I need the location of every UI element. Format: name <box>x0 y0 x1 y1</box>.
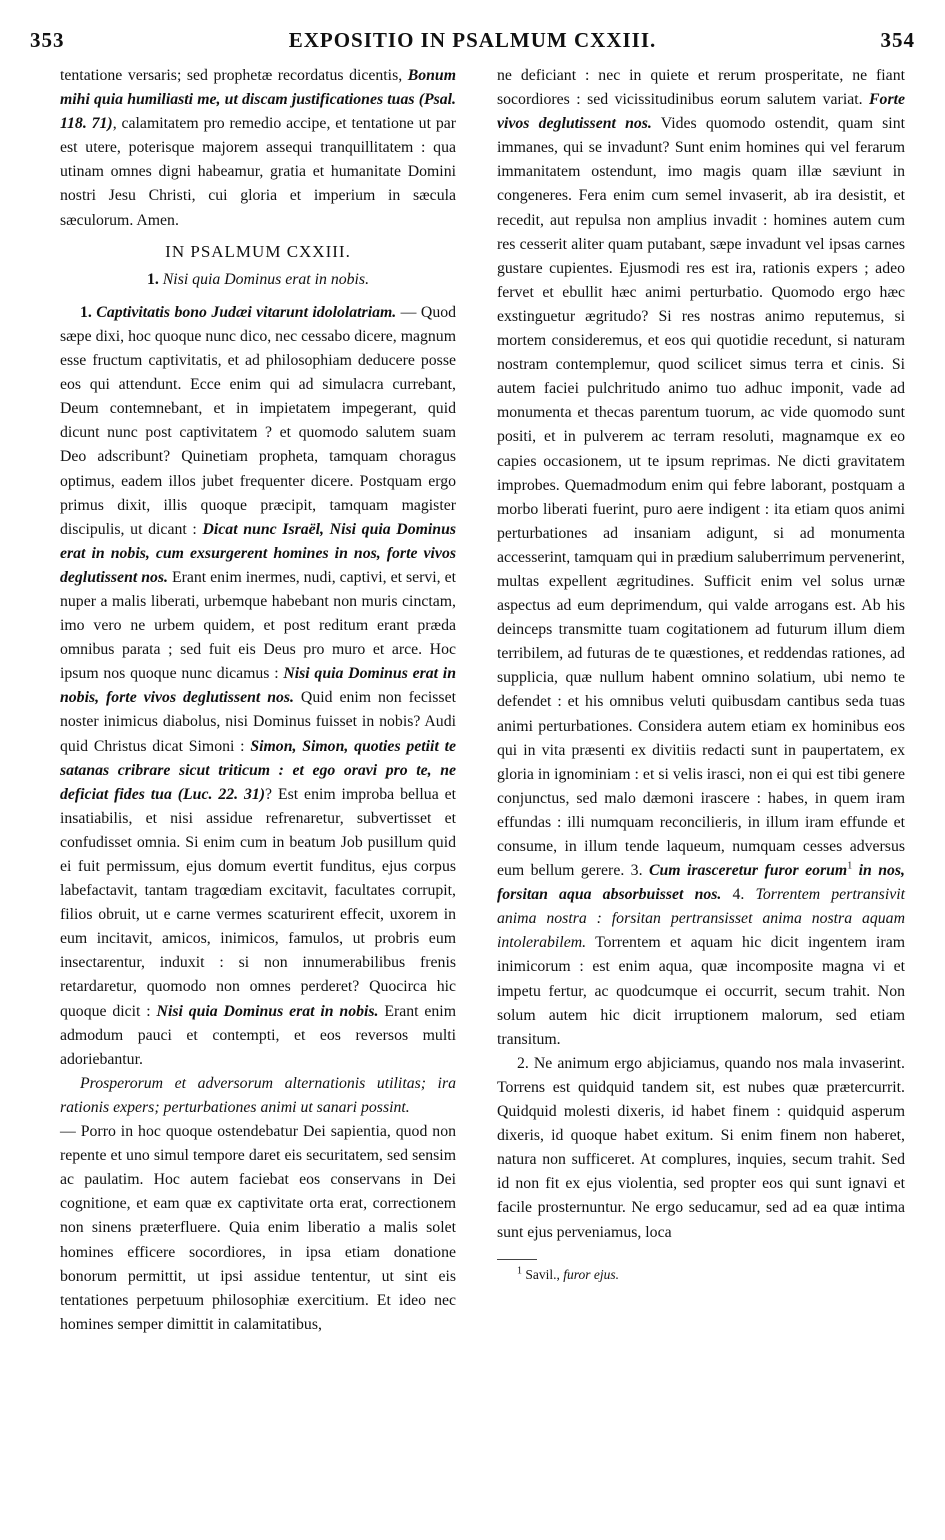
scripture-quote: Nisi quia Dominus erat in nobis, forte vivos deglutissent nos. <box>60 665 456 707</box>
footnote-text: Savil., <box>522 1266 564 1282</box>
text-run: Vides quomodo ostendit, quam sint immanes, qui se invadunt? Sunt enim homines qui vel ferarum immanitatem ostendunt, imo magis quam illæ sæviunt in congeneres. Fera enim cum semel invaserit, ab ira desistit, et recedit, aut repulsa non amplius invadit : homines autem cum res cesserit aliter quam putabant, sæpe invadunt vel ipsas carnes gustare cupientes. Ejusmodi res est ira, rationis expers ; adeo fervet et ebullit hæc animi perturbatio. Quomodo ergo hæc exstinguetur ægritudo? Si res nostras animo reputemus, si mortem consideremus, et eos qui quotidie recedunt, si naturam nostram contemplemur, quod scilicet simus terra et cinis. Si autem faciei pulchritudo animo tuo adhuc imponit, vade ad monumenta et thecas parentum tuorum, ac vide quomodo sunt positi, et in pulverem ac terram resoluti, magnamque ex eo capies occasionem, ut te ipsum reprimas. Ne dicti gravitatem improbes. Quemadmodum enim qui febre laborant, postquam a morbo liberati fuerint, puro aere indigent : ita etiam quos animi perturbationes ad insaniam adigunt, si ad monumenta accesserint, tamquam qui in prædium saluberrimum pervenerint, multas expellent ægritudines. Sufficit enim vel solus urnæ aspectus ad eum deprimendum, qui valde arrogans est. Ab his deinceps transmitte tuam cogitationem ad futurum illum diem terribilem, ad futuras de te quæstiones, et reddendas rationes, ad supplicia, quæ nullum habent omnino solatium, ubi nemo te defendet : et his omnibus veluti quibusdam cantibus seda tuas animi perturbationes. Considera autem etiam ex hominibus eos qui in vita præsenti ex divitiis redacti sunt in paupertatem, ex gloria in ignominiam : et si velis irasci, non ei qui est tibi genere conjunctus, sed malo dæmoni irascere : habes, in quem iram effundas : illi numquam reconcilieris, in illum iram effunde et consume, in illum tende laqueum, numquam cesses adversus eum bellum gerere. 3. <box>497 115 905 880</box>
scripture-reference: (Luc. 22. 31) <box>177 785 266 803</box>
text-run: 4. <box>721 886 756 904</box>
verse-text: Nisi quia Dominus erat in nobis. <box>162 270 370 288</box>
text-run: — Porro in hoc quoque ostendebatur Dei sapientia, quod non repente et uno simul tempore daret eis securitatem, sed sensim ac paulatim. Hoc autem faciebat eos conservans in Dei cognitione, et eam quæ ex captivitate orta erat, correctionem non sinens præterfluere. Quia enim liberatio a malis solet homines efficere socordiores, in ipsa etiam donatione bonorum permittit, ut ipsi assidue tententur, ut sint eis tentationes perpetuum philosophiæ exercitium. Et ideo nec homines semper dimittit in calamitatibus, <box>60 1123 456 1333</box>
scripture-quote: Simon, Simon, quoties petiit te satanas cribrare sicut triticum : et ego oravi pro te, ne deficiat fides tua <box>60 737 456 803</box>
text-run: Quid enim non fecisset noster inimicus diabolus, nisi Dominus fuisset in nobis? Audi quid Christus dicat Simoni : <box>60 689 456 755</box>
paragraph-continuation <box>60 64 456 233</box>
text-run: Erant enim admodum pauci et contempti, et eos reversos multi adoriebantur. <box>60 1002 456 1068</box>
section-1 <box>60 301 456 1072</box>
footnote-italic: furor ejus. <box>563 1266 620 1282</box>
footnote <box>517 1266 905 1284</box>
text-run: Erant enim inermes, nudi, captivi, et servi, et nuper a malis liberati, urbemque habebant non muris cinctam, imo vero ne urbem quidem, et post reditum erant præda omnibus parata ; sed fuit eis Deus pro muro et arce. Hoc ipsum nos quoque nunc dicamus : <box>60 568 456 683</box>
section-heading: Captivitatis bono Judæi vitarunt idololatriam. <box>96 303 397 321</box>
page-number-right: 354 <box>880 28 915 52</box>
scripture-quote: Forte vivos deglutissent nos. <box>497 91 905 133</box>
verse-number: 1. <box>146 270 159 288</box>
dash: — <box>396 303 421 321</box>
paragraph-continuation <box>497 64 905 1052</box>
left-column <box>60 64 456 1337</box>
section-heading: Prosperorum et adversorum alternationis utilitas; ira rationis expers; perturbationes animi ut sanari possint. <box>60 1074 456 1116</box>
scripture-quote: in nos, forsitan aqua absorbuisset nos. <box>497 862 905 904</box>
running-header <box>30 28 915 60</box>
running-title: EXPOSITIO IN PSALMUM CXXIII. <box>288 28 657 52</box>
section-2-paragraph: 2. Ne animum ergo abjiciamus, quando nos mala invaserint. Torrens est quidquid tandem sit, est nubes quæ prætercurrit. Quidquid molesti dixeris, id habet finem : quidquid asperum dixeris, id quoque habet exitum. Si enim finem non haberet, natura non sufficeret. At complures, inquies, secum trahit. Sed id non fit ex ejus violentia, sed propter eos qui sunt ignavi et facile prosternuntur. Ne ergo seducamur, sed ad ea quæ intima sunt ejus perveniamus, loca <box>497 1054 905 1241</box>
right-column <box>497 64 905 1284</box>
scripture-quote: Torrentem pertransivit anima nostra : forsitan pertransisset anima nostra aquam intolerabilem. <box>497 886 905 952</box>
psalm-verse-heading <box>60 268 456 292</box>
scripture-reference: (Psal. 118. 71) <box>60 91 456 133</box>
footnote-marker: 1 <box>847 860 853 872</box>
section-number: 1. <box>80 303 92 321</box>
scripture-quote: Cum irasceretur furor eorum <box>648 862 848 880</box>
psalm-title: IN PSALMUM CXXIII. <box>165 241 351 261</box>
text-run: tentatione versaris; sed prophetæ recordatus dicentis, <box>60 67 408 84</box>
text-run: Torrentem et aquam hic dicit ingentem iram inimicorum : est enim aqua, quæ incomposite magna vi et impetu fertur, ac quodcumque ei occurrit, secum trahit. Non solum autem hic dicit irruptionem malorum, sed etiam transitum. <box>497 934 905 1048</box>
page-number-left: 353 <box>30 28 65 52</box>
scripture-quote: Dicat nunc Israël, Nisi quia Dominus erat in nobis, cum exsurgerent homines in nos, forte vivos deglutissent nos. <box>60 520 457 586</box>
scripture-quote: Nisi quia Dominus erat in nobis. <box>156 1002 379 1020</box>
footnote-number: 1 <box>517 1265 522 1277</box>
text-run: Quod sæpe dixi, hoc quoque nunc dico, nec cessabo dicere, magnum esse fructum captivitatis, et ad philosophiam deducere posse eos qui attendunt. Ecce enim qui ad simulacra currebant, Deum contemnebant, et in impietatem impegerant, quid dicunt nunc post captivitatem ? et quomodo salutem suam Deo adscribunt? Quinetiam propheta, tamquam choragus optimus, eadem illos jubet frequenter dicere. Postquam ergo primus dixit, illis quoque præcipit, tamquam magister discipulis, ut dicant : <box>60 303 457 538</box>
text-run: ? Est enim improba bellua et insatiabilis, et nisi assidue refrenaretur, subvertisset et confudisset omnia. Si enim cum in beatum Job pusillum quid ei fuit permissum, ejus domum evertit funditus, ejus corpus labefactavit, tantam tragœdiam excitavit, facultates corrupit, filios obruit, ut e carne vermes scaturirent effecit, uxorem in eum incitavit, amicos, inimicos, famulos, ut probris eum insectarentur, induxit : si non innumerabilibus frenis retardaretur, quomodo non omnes perderet? Quocirca hic quoque dicit : <box>60 785 457 1020</box>
section-2 <box>60 1072 456 1337</box>
text-run: , calamitatem pro remedio accipe, et tentatione ut par est utere, poterisque majorem assequi tranquillitatem : qua utinam omnes digni habeamur, gratia et humanitate Domini nostri Jesu Christi, cui gloria et imperium in sæcula sæculorum. Amen. <box>60 115 456 229</box>
text-run: ne deficiant : nec in quiete et rerum prosperitate, ne fiant socordiores : sed vicissitudinibus eorum salutem variat. <box>497 67 905 109</box>
scripture-quote: Bonum mihi quia humiliasti me, ut discam justificationes tuas <box>60 67 456 109</box>
footnote-rule <box>497 1259 537 1260</box>
